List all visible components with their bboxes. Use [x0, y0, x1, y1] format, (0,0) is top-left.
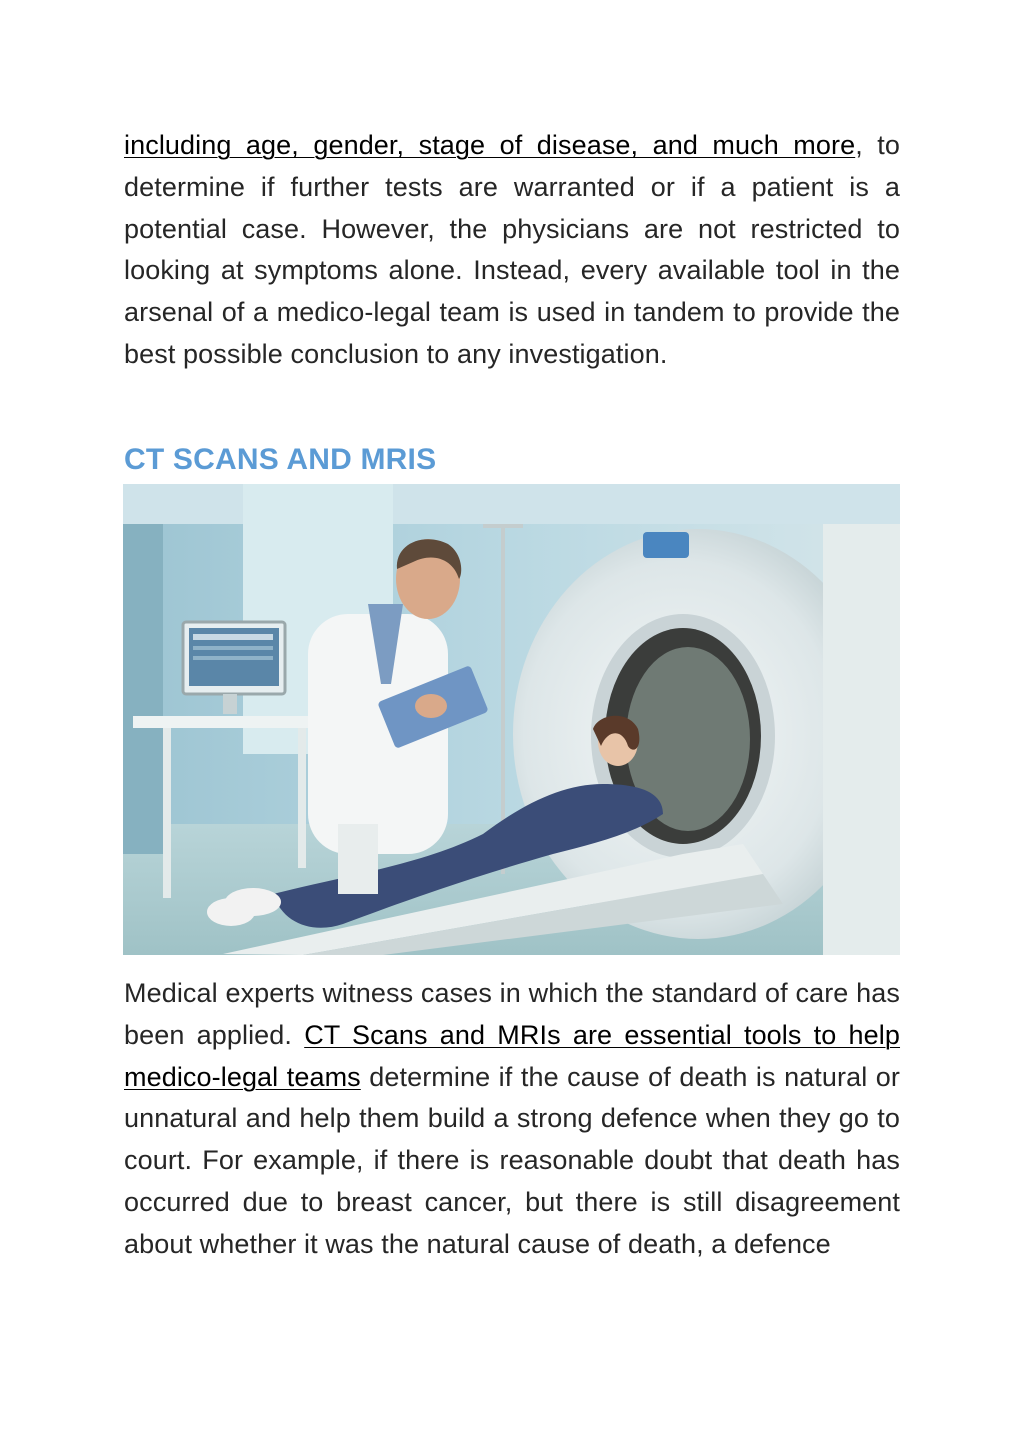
ct-scan-photo — [123, 484, 900, 955]
inline-link[interactable]: including age, gender, stage of disease, and much more — [124, 130, 856, 160]
paragraph-intro — [124, 125, 900, 376]
inline-link[interactable]: CT Scans and MRIs are essential tools to help medico-legal teams — [124, 1019, 901, 1092]
paragraph-ct-mri — [124, 973, 900, 1266]
paragraph-text-continued: determine if the cause of death is natural or unnatural and help them build a strong defence when they go to court. For example, if there is reasonable doubt that death has occurred due to breast cancer, but there is still disagreement about whether it was the natural cause of death, a defence — [124, 1061, 901, 1259]
paragraph-text: Medical experts witness cases in which the standard of care has been applied. — [124, 978, 900, 1050]
paragraph-text: , to determine if further tests are warranted or if a patient is a potential case. However, the physicians are not restricted to looking at symptoms alone. Instead, every available tool in the arsenal of a medico-legal team is used in tandem to provide the best possible conclusion to any investigation. — [124, 130, 900, 369]
section-heading: CT SCANS AND MRIS — [124, 443, 437, 476]
